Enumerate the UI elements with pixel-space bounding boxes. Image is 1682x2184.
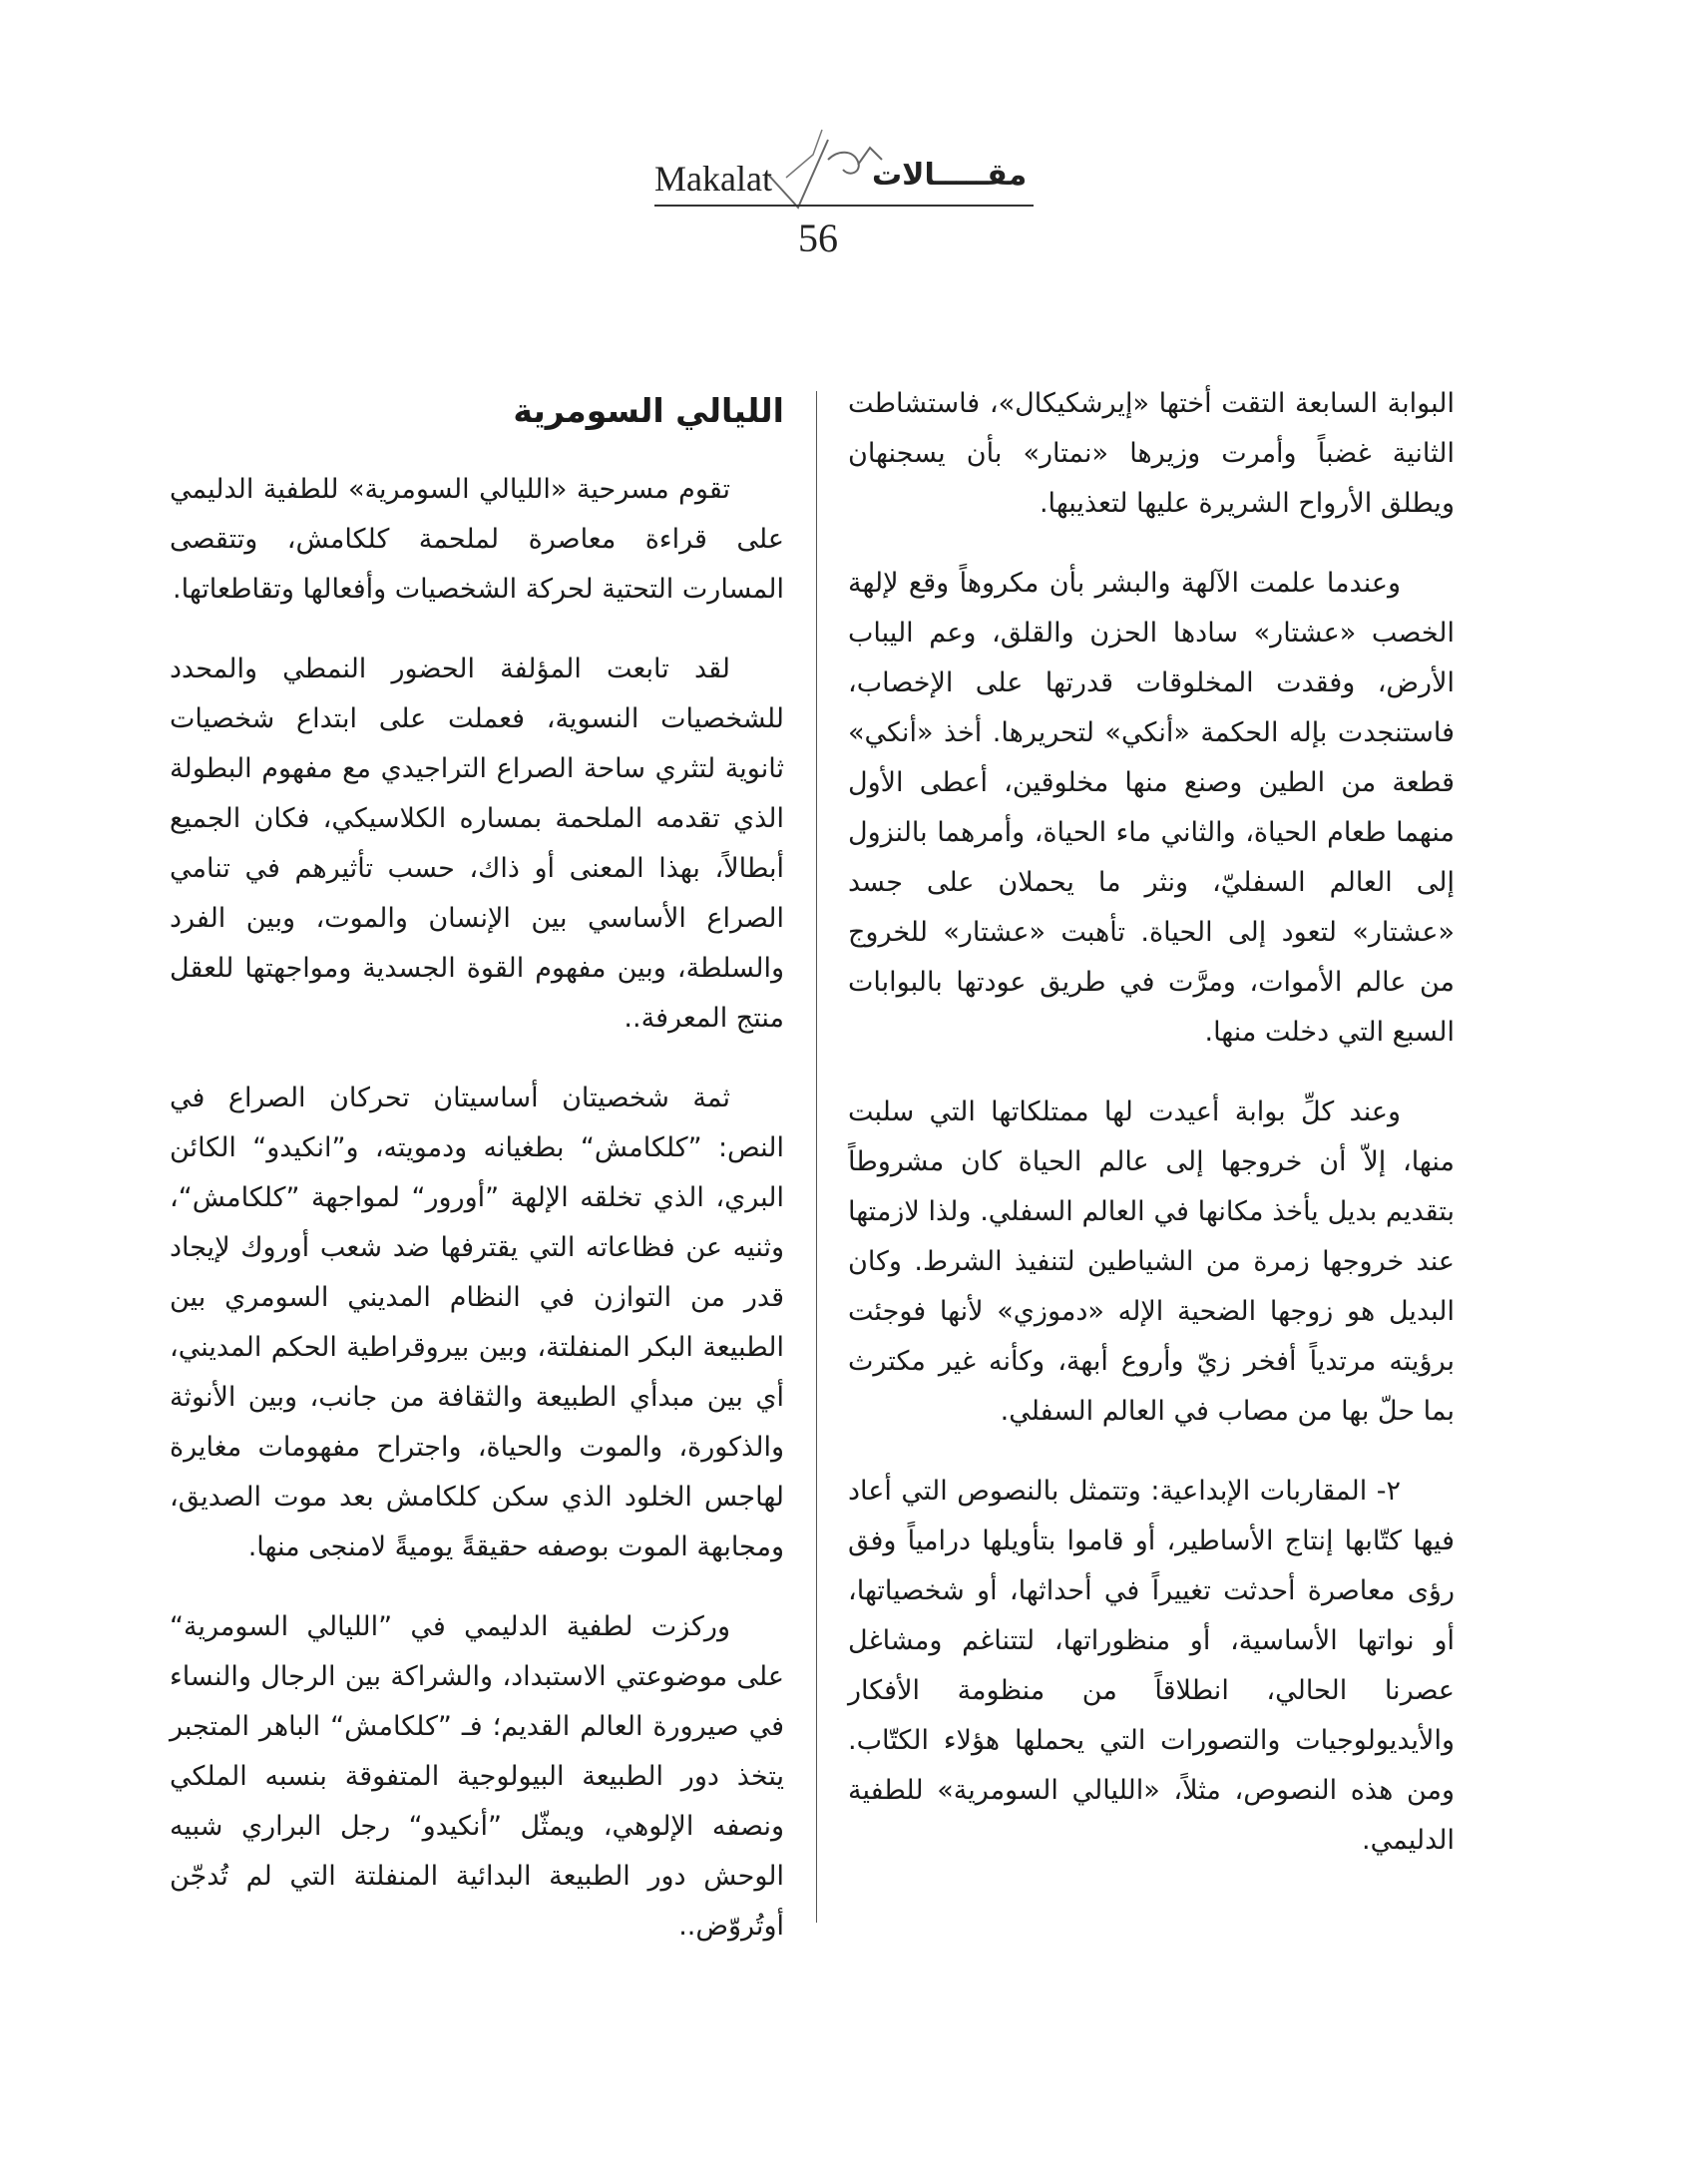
section-title: الليالي السومرية <box>513 391 784 430</box>
paragraph: البوابة السابعة التقت أختها «إيرشكيكال»، فاستشاطت الثانية غضباً وأمرت وزيرها «نمتار» بأن يسجنهان ويطلق الأرواح الشريرة عليها لتعذيبها. <box>848 388 1455 519</box>
header-rule <box>654 205 1034 207</box>
left-column <box>170 379 784 1981</box>
paragraph: وعندما علمت الآلهة والبشر بأن مكروهاً وقع لإلهة الخصب «عشتار» سادها الحزن والقلق، وعم اليباب الأرض، وفقدت المخلوقات قدرتها على الإخصاب، فاستنجدت بإله الحكمة «أنكي» لتحريرها. أخذ «أنكي» قطعة من الطين وصنع منها مخلوقين، أعطى الأول منهما طعام الحياة، والثاني ماء الحياة، وأمرهما بالنزول إلى العالم السفليّ، ونثر ما يحملان على جسد «عشتار» لتعود إلى الحياة. تأهبت «عشتار» للخروج من عالم الأموات، ومرَّت في طريق عودتها بالبوابات السبع التي دخلت منها. <box>848 568 1455 1048</box>
header-arabic-title: مقـــــالات <box>872 158 1028 193</box>
column-divider <box>816 391 817 1923</box>
page-header <box>638 120 1077 259</box>
magazine-logo-icon <box>758 120 888 210</box>
right-column <box>848 379 1455 1896</box>
page-number: 56 <box>798 216 838 260</box>
header-latin-title: Makalat <box>654 159 772 199</box>
paragraph: وعند كلِّ بوابة أعيدت لها ممتلكاتها التي سلبت منها، إلاّ أن خروجها إلى عالم الحياة كان مشروطاً بتقديم بديل يأخذ مكانها في العالم السفلي. ولذا لازمتها عند خروجها زمرة من الشياطين لتنفيذ الشرط. وكان البديل هو زوجها الضحية الإله «دموزي» لأنها فوجئت برؤيته مرتدياً أفخر زيّ وأروع أبهة، وكأنه غير مكترث بما حلّ بها من مصاب في العالم السفلي. <box>848 1096 1455 1427</box>
paragraph: تقوم مسرحية «الليالي السومرية» للطفية الدليمي على قراءة معاصرة لملحمة كلكامش، وتتقصى المسارت التحتية لحركة الشخصيات وأفعالها وتقاطعاتها. <box>170 474 784 605</box>
paragraph: ٢- المقاربات الإبداعية: وتتمثل بالنصوص التي أعاد فيها كتّابها إنتاج الأساطير، أو قاموا بتأويلها درامياً وفق رؤى معاصرة أحدثت تغييراً في أحداثها، أو شخصياتها، أو نواتها الأساسية، أو منظوراتها، لتتناغم ومشاغل عصرنا الحالي، انطلاقاً من منظومة الأفكار والأيديولوجيات والتصورات التي يحملها هؤلاء الكتّاب. ومن هذه النصوص، مثلاً، «الليالي السومرية» للطفية الدليمي. <box>848 1476 1455 1856</box>
paragraph: ثمة شخصيتان أساسيتان تحركان الصراع في النص: ”كلكامش“ بطغيانه ودمويته، و”انكيدو“ الكائن البري، الذي تخلقه الإلهة ”أورور“ لمواجهة ”كلكامش“، وثنيه عن فظاعاته التي يقترفها ضد شعب أوروك لإيجاد قدر من التوازن في النظام المديني السومري بين الطبيعة البكر المنفلتة، وبين بيروقراطية الحكم المديني، أي بين مبدأي الطبيعة والثقافة من جانب، وبين الأنوثة والذكورة، والموت والحياة، واجتراح مفهومات مغايرة لهاجس الخلود الذي سكن كلكامش بعد موت الصديق، ومجابهة الموت بوصفه حقيقةً يوميةً لامنجى منها. <box>170 1083 784 1562</box>
paragraph: وركزت لطفية الدليمي في ”الليالي السومرية“ على موضوعتي الاستبداد، والشراكة بين الرجال والنساء في صيرورة العالم القديم؛ فـ ”كلكامش“ الباهر المتجبر يتخذ دور الطبيعة البيولوجية المتفوقة بنسبه الملكي ونصفه الإلوهي، ويمثّل ”أنكيدو“ رجل البراري شبيه الوحش دور الطبيعة البدائية المنفلتة التي لم تُدجّن أوتُروّض.. <box>170 1611 784 1942</box>
paragraph: لقد تابعت المؤلفة الحضور النمطي والمحدد للشخصيات النسوية، فعملت على ابتداع شخصيات ثانوية لتثري ساحة الصراع التراجيدي مع مفهوم البطولة الذي تقدمه الملحمة بمساره الكلاسيكي، فكان الجميع أبطالاً، بهذا المعنى أو ذاك، حسب تأثيرهم في تنامي الصراع الأساسي بين الإنسان والموت، وبين الفرد والسلطة، وبين مفهوم القوة الجسدية ومواجهتها للعقل منتج المعرفة.. <box>170 654 784 1034</box>
